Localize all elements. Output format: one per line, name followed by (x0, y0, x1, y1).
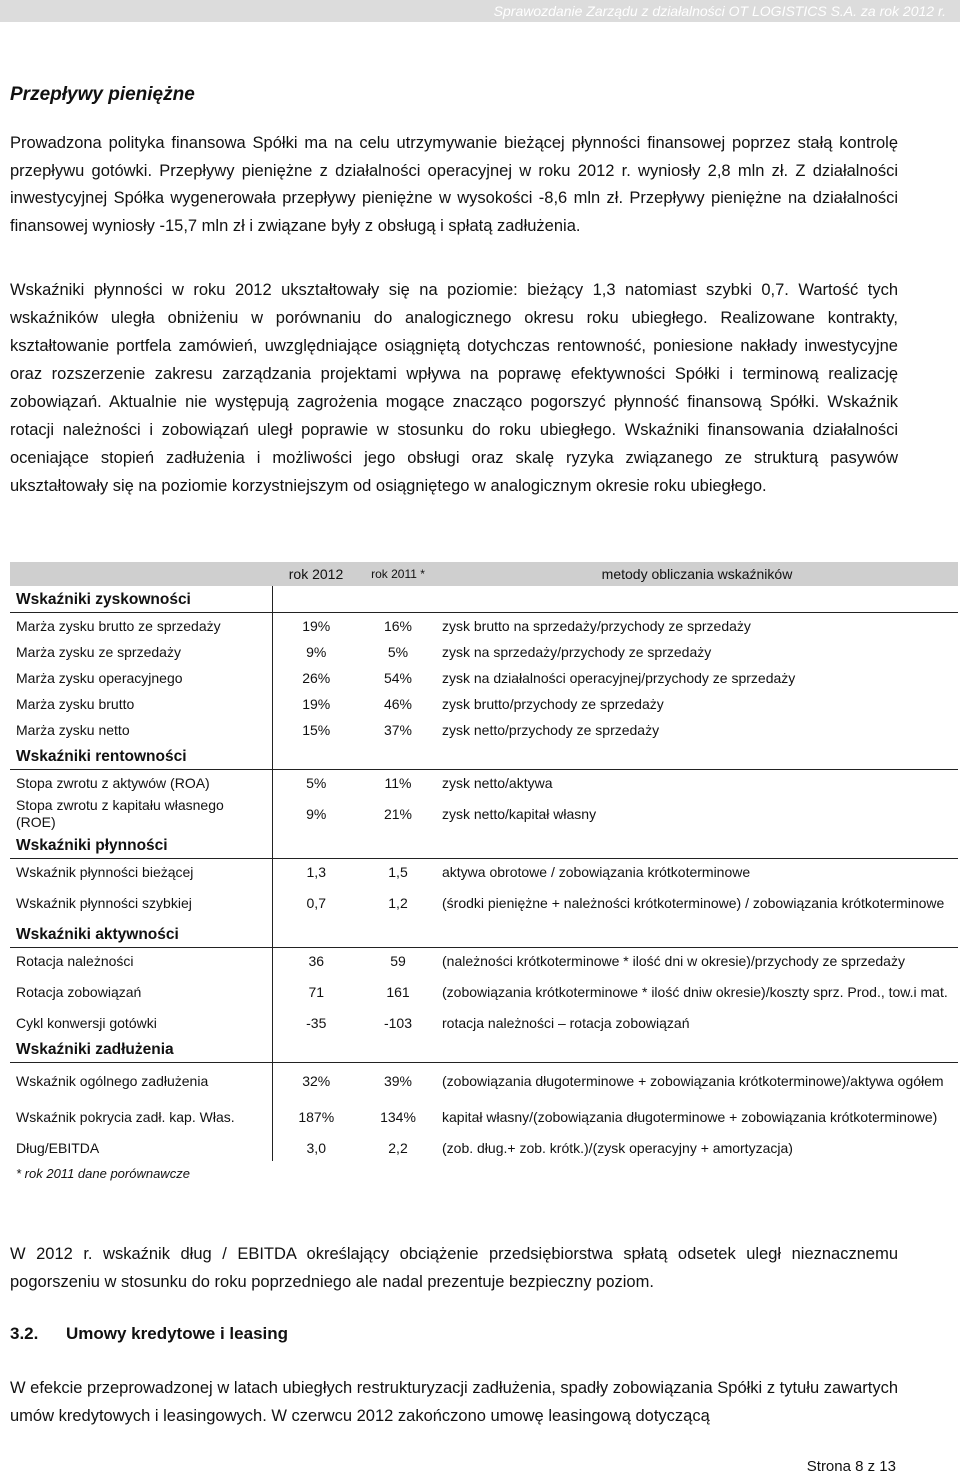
ratio-name: Stopa zwrotu z aktywów (ROA) (10, 770, 272, 797)
table-row (10, 639, 958, 665)
group-filler-cell (360, 832, 436, 859)
ratio-name: Marża zysku operacyjnego (10, 665, 272, 691)
group-title: Wskaźniki aktywności (10, 921, 272, 948)
group-filler-cell (272, 832, 360, 859)
subsection-number: 3.2. (10, 1324, 39, 1343)
method-formula: kapitał własny/(zobowiązania długoterminowe + zobowiązania krótkoterminowe) (442, 1108, 938, 1125)
ratio-name: Rotacja zobowiązań (10, 974, 272, 1010)
group-filler-cell (272, 1036, 360, 1063)
value-2011: 1,2 (388, 894, 408, 911)
group-filler-cell (436, 832, 958, 859)
value-2011: 5% (387, 643, 409, 660)
table-row (10, 1135, 958, 1161)
value-2011: 134% (380, 1108, 416, 1125)
value-2012: 19% (302, 617, 331, 634)
method-formula: rotacja należności – rotacja zobowiązań (442, 1014, 690, 1031)
ratio-name: Wskaźnik ogólnego zadłużenia (10, 1063, 272, 1100)
value-2012: 15% (302, 721, 331, 738)
method-formula: zysk netto/aktywa (442, 774, 553, 791)
ratio-name: Marża zysku ze sprzedaży (10, 639, 272, 665)
table-row (10, 665, 958, 691)
paragraph-leasing: W efekcie przeprowadzonej w latach ubiegłych restrukturyzacji zadłużenia, spadły zobowiązania Spółki z tytułu zawartych umów kredytowych i leasingowych. W czerwcu 2012 zakończono umowę leasingową dotyczącą (10, 1379, 898, 1425)
group-filler-cell (360, 1036, 436, 1063)
value-2011: 59 (390, 952, 406, 969)
value-2012: 9% (306, 805, 327, 822)
method-formula: zysk brutto na sprzedaży/przychody ze sprzedaży (442, 617, 751, 634)
group-filler-cell (436, 743, 958, 770)
method-formula: (środki pieniężne + należności krótkoterminowe) / zobowiązania krótkoterminowe (442, 894, 945, 911)
method-formula: (zob. dług.+ zob. krótk.)/(zysk operacyjny + amortyzacja) (442, 1139, 793, 1156)
value-2011: 11% (384, 774, 412, 791)
value-2011: 1,5 (388, 863, 408, 880)
value-2012: 9% (306, 643, 327, 660)
table-row (10, 691, 958, 717)
value-2012: 5% (306, 774, 327, 791)
value-2011: 16% (383, 617, 413, 634)
ratio-name: Marża zysku brutto ze sprzedaży (10, 613, 272, 640)
method-formula: zysk netto/kapitał własny (442, 805, 597, 822)
table-row (10, 1010, 958, 1036)
table-header-row (10, 562, 958, 586)
paragraph-debt: W 2012 r. wskaźnik dług / EBITDA określający obciążenie przedsiębiorstwa spłatą odsetek uległ nieznacznemu pogorszeniu w stosunku do roku poprzedniego ale nadal prezentuje bezpieczny poziom. (10, 1245, 898, 1291)
group-row (10, 832, 958, 859)
table-row (10, 1099, 958, 1135)
value-2012: 19% (302, 695, 331, 712)
page-number: Strona 8 z 13 (806, 1458, 896, 1475)
group-row (10, 921, 958, 948)
header-2011: rok 2011 * (360, 562, 436, 586)
table-row (10, 974, 958, 1010)
group-title: Wskaźniki zadłużenia (10, 1036, 272, 1063)
table-row (10, 770, 958, 797)
subsection-heading (10, 1324, 288, 1344)
paragraph-cashflow: Prowadzona polityka finansowa Spółki ma na celu utrzymywanie bieżącej płynności finansowej poprzez stałą kontrolę przepływu gotówki. Przepływy pieniężne z działalności operacyjnej w roku 2012 r. wyniosły 2,8 mln zł. Z działalności inwestycyjnej Spółka wygenerowała przepływy pieniężne w wysokości -8,6 mln zł. Przepływy pieniężne na działalności finansowej wyniosły -15,7 mln zł i związane były z obsługą i spłatą zadłużenia. (10, 134, 898, 235)
method-formula: zysk netto/przychody ze sprzedaży (442, 721, 660, 738)
ratio-name: Marża zysku netto (10, 717, 272, 743)
value-2012: 71 (308, 983, 325, 1000)
running-header (0, 0, 960, 22)
group-filler-cell (436, 1036, 958, 1063)
value-2011: 2,2 (388, 1139, 408, 1156)
value-2012: 0,7 (306, 894, 326, 911)
ratio-name: Wskaźnik płynności szybkiej (10, 885, 272, 921)
group-title: Wskaźniki płynności (10, 832, 272, 859)
table-row (10, 613, 958, 640)
value-2011: 46% (383, 695, 413, 712)
table-row (10, 717, 958, 743)
value-2012: 187% (298, 1108, 335, 1125)
table-row (10, 796, 958, 832)
method-formula: (należności krótkoterminowe * ilość dni w okresie)/przychody ze sprzedaży (442, 952, 905, 969)
method-formula: zysk na sprzedaży/przychody ze sprzedaży (442, 643, 712, 660)
value-2012: 36 (308, 952, 325, 969)
method-formula: zysk na działalności operacyjnej/przychody ze sprzedaży (442, 669, 796, 686)
value-2011: 37% (383, 721, 413, 738)
group-filler-cell (272, 921, 360, 948)
value-2011: 21% (383, 805, 413, 822)
value-2012: 1,3 (306, 863, 326, 880)
table-row (10, 859, 958, 886)
table-row (10, 1063, 958, 1100)
value-2012: 26% (302, 669, 331, 686)
group-filler-cell (272, 743, 360, 770)
value-2011: 54% (383, 669, 413, 686)
group-title: Wskaźniki zyskowności (10, 586, 272, 613)
ratio-name: Dług/EBITDA (10, 1135, 272, 1161)
group-filler-cell (360, 921, 436, 948)
group-filler-cell (272, 586, 360, 613)
header-method: metody obliczania wskaźników (436, 562, 958, 586)
ratio-name: Wskaźnik płynności bieżącej (10, 859, 272, 886)
method-formula: zysk brutto/przychody ze sprzedaży (442, 695, 664, 712)
value-2012: 3,0 (306, 1139, 326, 1156)
footnote-row (10, 1161, 958, 1185)
group-title: Wskaźniki rentowności (10, 743, 272, 770)
ratios-table (10, 562, 958, 1185)
group-filler-cell (360, 586, 436, 613)
paragraph-liquidity: Wskaźniki płynności w roku 2012 ukształtowały się na poziomie: bieżący 1,3 natomiast szybki 0,7. Wartość tych wskaźników uległa obniżeniu w porównaniu do analogicznego okresu roku ubiegłego. Realizowane kontrakty, kształtowanie portfela zamówień, uwzględniające osiągniętą dotychczas rentowność, poniesione nakłady inwestycyjne oraz rozszerzenie zakresu zarządzania projektami wpływa na poprawę efektywności Spółki i terminową realizację zobowiązań. Aktualnie nie występują zagrożenia mogące znacząco pogorszyć płynność finansową Spółki. Wskaźnik rotacji należności i zobowiązań uległ poprawie w stosunku do roku ubiegłego. Wskaźniki finansowania działalności oceniające stopień zadłużenia i możliwości jego obsługi oraz skalę ryzyka związanego ze strukturą pasywów ukształtowały się na poziomie korzystniejszym od osiągniętego w analogicznym okresie roku ubiegłego. (10, 281, 898, 495)
value-2011: -103 (383, 1014, 413, 1031)
subsection-title: Umowy kredytowe i leasing (66, 1324, 289, 1343)
running-header-title: Sprawozdanie Zarządu z działalności OT LOGISTICS S.A. za rok 2012 r. (493, 3, 946, 19)
group-filler-cell (436, 586, 958, 613)
ratio-name: Rotacja należności (10, 948, 272, 975)
table-footnote: * rok 2011 dane porównawcze (16, 1165, 190, 1181)
value-2011: 39% (383, 1072, 413, 1089)
ratio-name: Wskaźnik pokrycia zadł. kap. Włas. (10, 1099, 272, 1135)
value-2012: 32% (302, 1072, 331, 1089)
group-filler-cell (436, 921, 958, 948)
ratio-name: Stopa zwrotu z kapitału własnego (ROE) (10, 796, 272, 832)
ratio-name: Cykl konwersji gotówki (10, 1010, 272, 1036)
section-title: Przepływy pieniężne (10, 84, 195, 105)
header-empty-cell (10, 562, 272, 586)
method-formula: aktywa obrotowe / zobowiązania krótkoterminowe (442, 863, 751, 880)
ratios-table-body (10, 562, 958, 1185)
group-row (10, 586, 958, 613)
method-formula: (zobowiązania krótkoterminowe * ilość dniw okresie)/koszty sprz. Prod., tow.i mat. (442, 983, 948, 1000)
ratio-name: Marża zysku brutto (10, 691, 272, 717)
value-2011: 161 (386, 983, 410, 1000)
group-row (10, 743, 958, 770)
table-row (10, 948, 958, 975)
group-row (10, 1036, 958, 1063)
value-2012: -35 (306, 1014, 327, 1031)
group-filler-cell (360, 743, 436, 770)
header-2012: rok 2012 (272, 562, 360, 586)
method-formula: (zobowiązania długoterminowe + zobowiązania krótkoterminowe)/aktywa ogółem (442, 1072, 944, 1089)
table-row (10, 885, 958, 921)
